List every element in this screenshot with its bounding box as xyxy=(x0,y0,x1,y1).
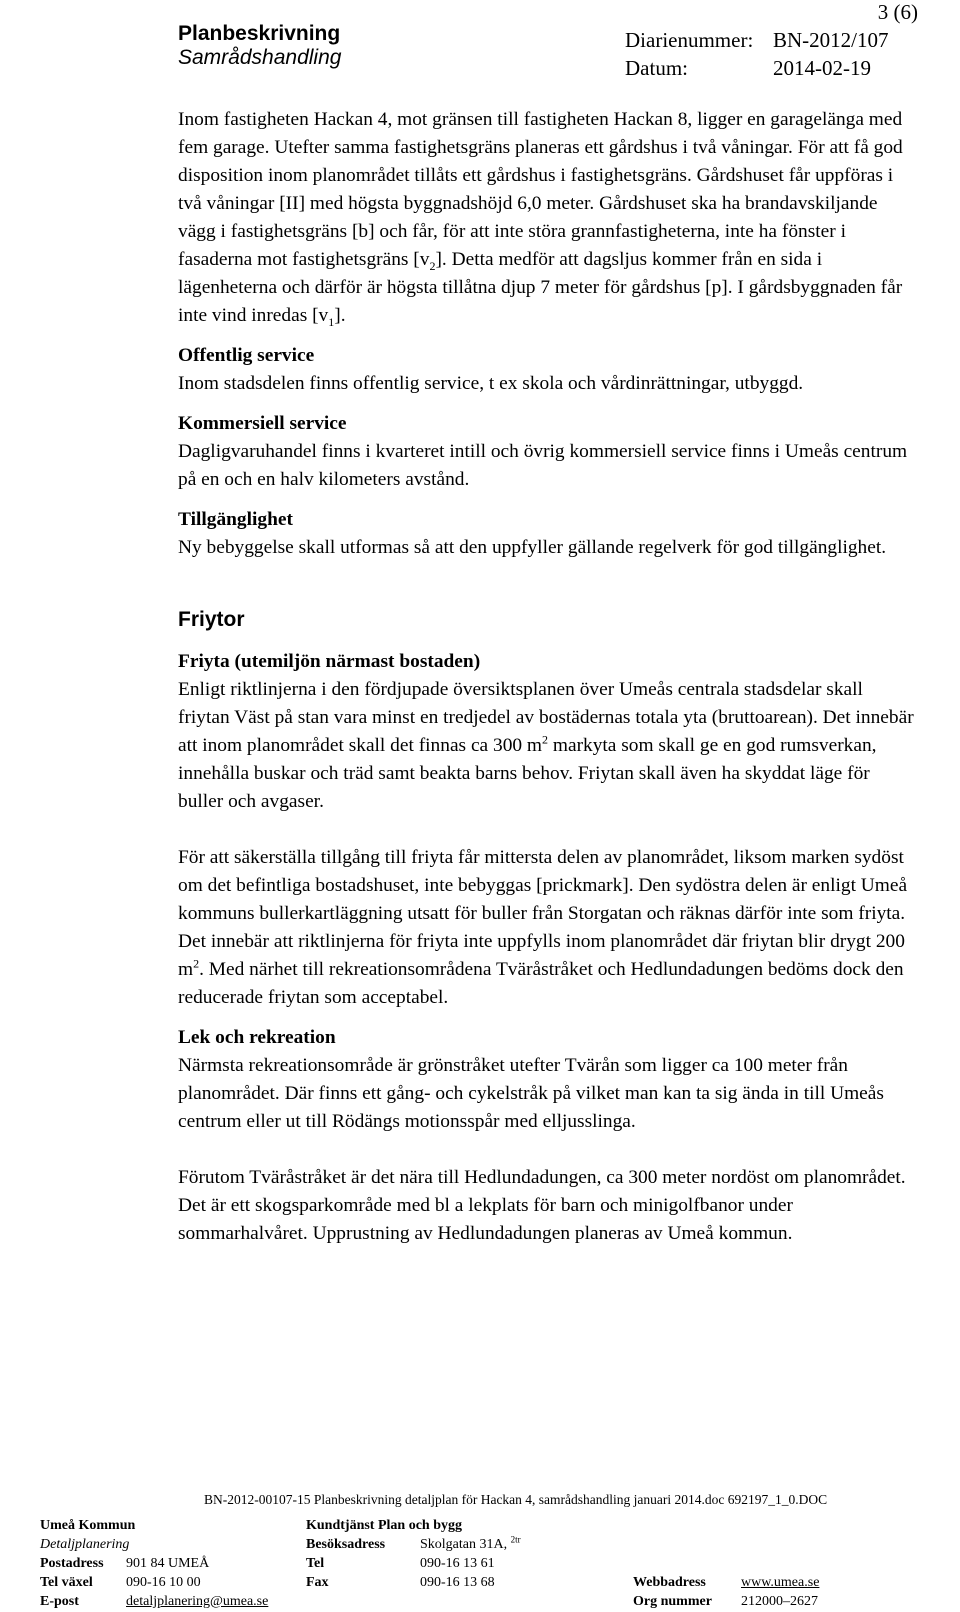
footer-doc-reference: BN-2012-00107-15 Planbeskrivning detaljplan för Hackan 4, samrådshandling januari 2014.doc 692197_1_0.DOC xyxy=(204,1492,828,1507)
footer-tel-value: 090-16 13 61 xyxy=(420,1556,495,1571)
heading-offentlig-service: Offentlig service xyxy=(178,345,315,366)
superscript: 2 xyxy=(542,732,549,747)
paragraph-offentlig-service: Inom stadsdelen finns offentlig service, t ex skola och vårdinrättningar, utbyggd. xyxy=(178,373,804,394)
footer-org-value: 212000–2627 xyxy=(741,1594,818,1609)
text-run: För att säkerställa tillgång till friyta får mittersta delen av planområdet, liksom marken sydöst om det befintliga bostadshuset, inte bebyggas [prickmark]. Den sydöstra delen är enligt Umeå kommuns bullerkartläggning utsatt för buller från Storgatan och räknas därför inte som friyta. Det innebär att riktlinjerna för friyta inte uppfylls inom planområdet där friytan blir drygt 200 m xyxy=(178,847,908,980)
footer-besok-label: Besöksadress xyxy=(306,1537,386,1552)
footer-webb-label: Webbadress xyxy=(633,1575,706,1590)
document-title: Planbeskrivning xyxy=(178,22,341,45)
date-value: 2014-02-19 xyxy=(773,56,871,80)
subscript: 2 xyxy=(429,258,436,273)
document-subtitle: Samrådshandling xyxy=(178,46,342,69)
text-run: Inom fastigheten Hackan 4, mot gränsen till fastigheten Hackan 8, ligger en garagelänga med fem garage. Utefter samma fastighetsgräns planeras ett gårdshus i två våningar. För att få god disposition inom planområdet tillåts ett gårdshus i fastighetsgräns. Gårdshuset får uppföras i två våningar [II] med högsta byggnadshöjd 6,0 meter. Gårdshuset ska ha brandavskiljande vägg i fastighetsgräns [b] och får, för att inte störa grannfastigheterna, inte ha fönster i fasaderna mot fastighetsgräns [v xyxy=(178,109,903,270)
date-label: Datum: xyxy=(625,56,688,80)
paragraph-lek-2: Förutom Tväråstråket är det nära till Hedlundadungen, ca 300 meter nordöst om planområdet. Det är ett skogsparkområde med bl a lekplats för barn och minigolfbanor under sommarhalvåret. Upprustning av Hedlundadungen planeras av Umeå kommun. xyxy=(178,1167,906,1244)
footer-org-label: Org nummer xyxy=(633,1594,712,1609)
footer-telvaxel-label: Tel växel xyxy=(40,1575,93,1590)
heading-lek-och-rekreation: Lek och rekreation xyxy=(178,1027,336,1048)
footer-webb-link[interactable]: www.umea.se xyxy=(741,1575,820,1590)
page-number: 3 (6) xyxy=(877,0,918,24)
heading-friyta: Friyta (utemiljön närmast bostaden) xyxy=(178,651,481,672)
footer-kundtjanst: Kundtjänst Plan och bygg xyxy=(306,1518,462,1533)
footer-tel-label: Tel xyxy=(306,1556,325,1571)
text-run: markyta som skall ge en god rumsverkan, innehålla buskar och träd samt beakta barns behov. Friytan skall även ha skyddat läge för buller och avgaser. xyxy=(178,735,877,812)
paragraph-gardshus xyxy=(178,106,918,330)
footer-epost-label: E-post xyxy=(40,1594,79,1609)
document-body xyxy=(178,106,918,1248)
footer-telvaxel-value: 090-16 10 00 xyxy=(126,1575,201,1590)
paragraph-friyta-2 xyxy=(178,844,918,1012)
superscript: 2 xyxy=(193,956,200,971)
text-run: Skolgatan 31A, xyxy=(420,1537,508,1552)
text-run: Enligt riktlinjerna i den fördjupade översiktsplanen över Umeås centrala stadsdelar skall friytan Väst på stan vara minst en tredjedel av bostädernas totala yta (bruttoarean). Det innebär att inom planområdet skall det finnas ca 300 m xyxy=(178,679,914,756)
diarie-value: BN-2012/107 xyxy=(773,28,889,52)
paragraph-friyta xyxy=(178,676,918,816)
text-run: . Med närhet till rekreationsområdena Tväråstråket och Hedlundadungen bedöms dock den reducerade friytan som acceptabel. xyxy=(178,959,904,1008)
footer-postadress-value: 901 84 UMEÅ xyxy=(126,1556,210,1571)
footer-fax-label: Fax xyxy=(306,1575,329,1590)
heading-kommersiell-service: Kommersiell service xyxy=(178,413,347,434)
paragraph-kommersiell-service: Dagligvaruhandel finns i kvarteret intill och övrig kommersiell service finns i Umeås centrum på en och en halv kilometers avstånd. xyxy=(178,441,908,490)
footer-besok-value xyxy=(420,1535,521,1554)
diarie-label: Diarienummer: xyxy=(625,28,754,52)
footer-fax-value: 090-16 13 68 xyxy=(420,1575,495,1590)
paragraph-tillganglighet: Ny bebyggelse skall utformas så att den uppfyller gällande regelverk för god tillgänglighet. xyxy=(178,537,887,558)
footer-org: Umeå Kommun xyxy=(40,1518,136,1533)
heading-tillganglighet: Tillgänglighet xyxy=(178,509,293,530)
text-run: ]. Detta medför att dagsljus kommer från en sida i lägenheterna och därför är högsta tillåtna djup 7 meter för gårdshus [p]. I gårdsbyggnaden får inte vind inredas [v xyxy=(178,249,903,326)
footer-epost-link[interactable]: detaljplanering@umea.se xyxy=(126,1594,269,1609)
heading-friytor: Friytor xyxy=(178,608,245,631)
paragraph-lek: Närmsta rekreationsområde är grönstråket utefter Tvärån som ligger ca 100 meter från planområdet. Där finns ett gång- och cykelstråk på vilket man kan ta sig ända in till Umeås centrum eller ut till Rödängs motionsspår med elljusslinga. xyxy=(178,1055,884,1132)
superscript: 2tr xyxy=(510,1534,521,1545)
footer-dept: Detaljplanering xyxy=(40,1537,130,1552)
footer-postadress-label: Postadress xyxy=(40,1556,104,1571)
subscript: 1 xyxy=(328,314,335,329)
text-run: ]. xyxy=(334,305,346,326)
